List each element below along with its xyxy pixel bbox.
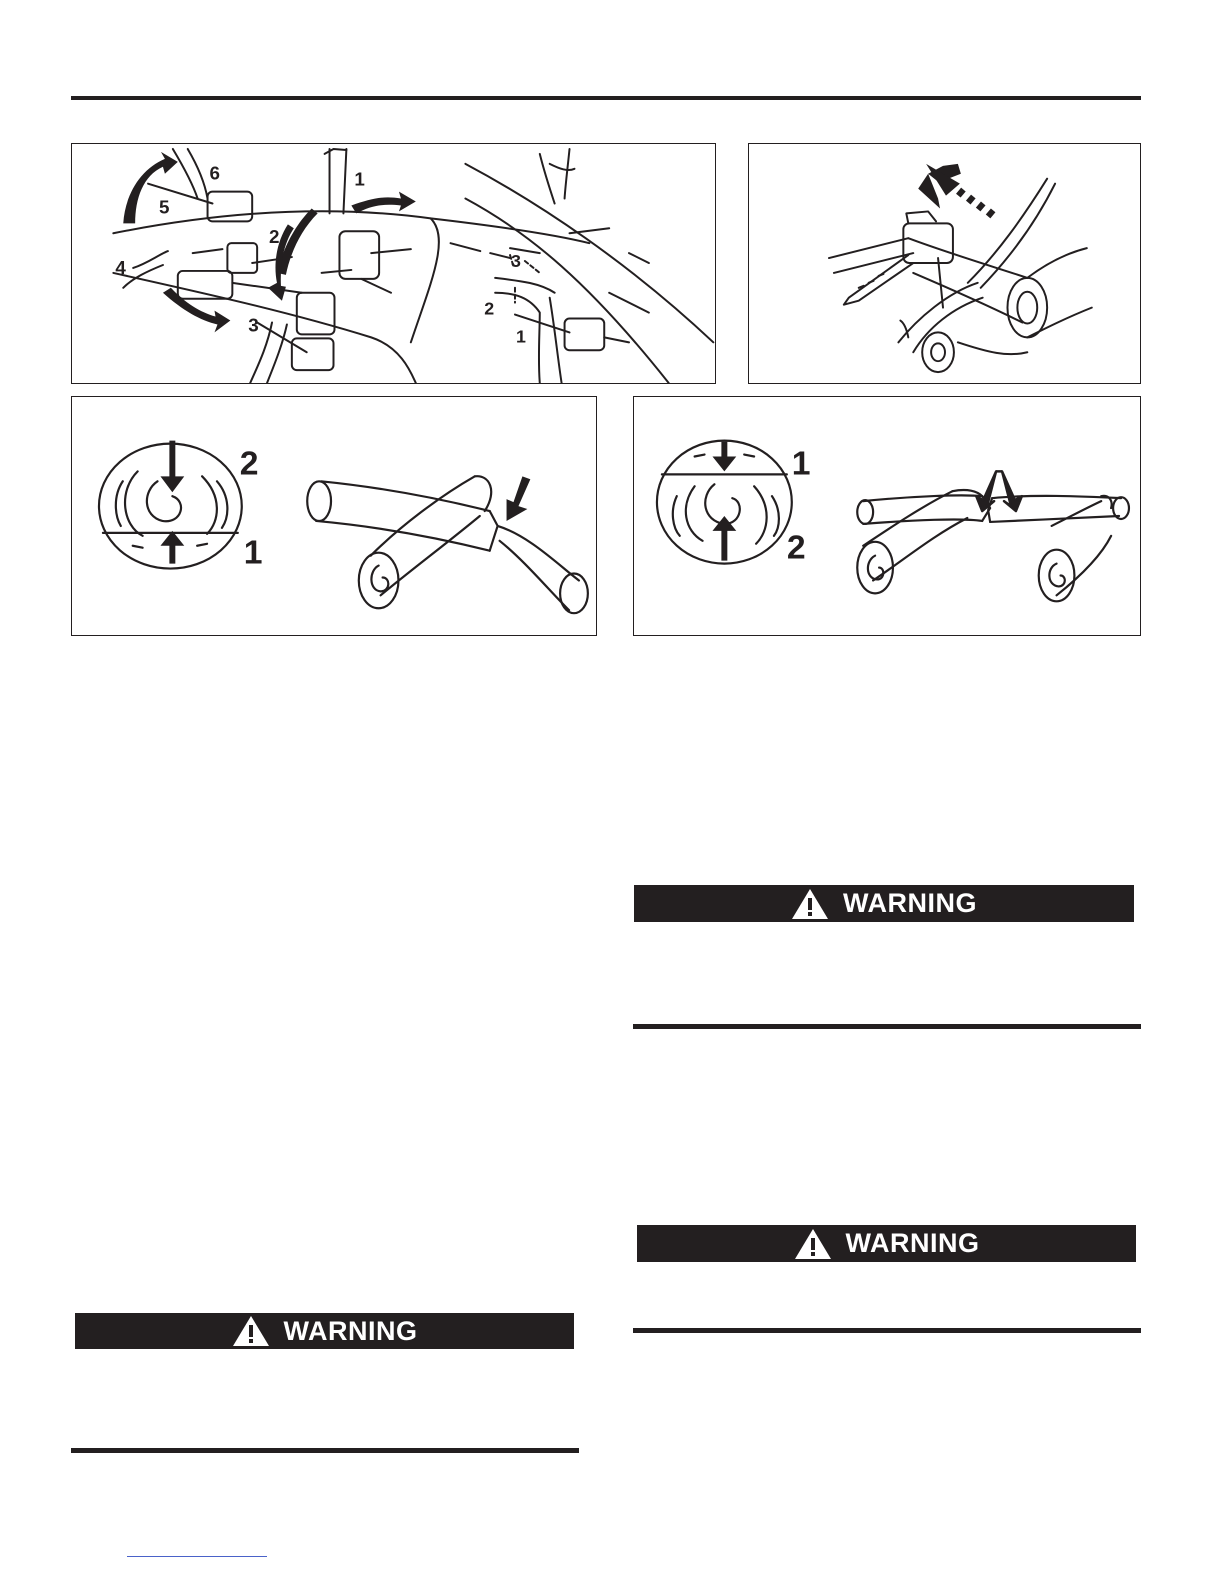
section-rule-left [71, 1448, 579, 1453]
bucking-illustration [749, 144, 1140, 383]
limbing-label-5: 5 [158, 196, 170, 218]
limbing-label-1: 1 [354, 168, 365, 190]
warning-label: WARNING [843, 888, 977, 918]
figure-limbing [71, 143, 716, 384]
header-rule [71, 96, 1141, 100]
warning-triangle-icon [232, 1315, 270, 1347]
warning-banner-left [75, 1313, 574, 1349]
limbing-label-3: 3 [248, 314, 259, 336]
section-rule-right-top [633, 1024, 1141, 1029]
branch-label-2: 2 [484, 298, 495, 319]
log-a-label-1: 1 [243, 533, 263, 572]
warning-label: WARNING [283, 1315, 418, 1346]
section-rule-right-bottom [633, 1328, 1141, 1333]
figure-log-supported-one-end [71, 396, 597, 636]
limbing-label-2: 2 [269, 226, 280, 248]
log-b-label-2: 2 [786, 528, 806, 567]
figure-log-supported-both-ends [633, 396, 1141, 636]
footer-link-underline[interactable] [127, 1556, 267, 1557]
warning-triangle-icon [791, 888, 829, 920]
log-cut-illustration-a [72, 397, 596, 635]
warning-triangle-icon [794, 1228, 832, 1260]
warning-banner-right-bottom [637, 1225, 1136, 1262]
figure-bucking-on-log [748, 143, 1141, 384]
branch-label-1: 1 [515, 326, 526, 347]
warning-banner-right-top [634, 885, 1134, 922]
warning-label: WARNING [845, 1228, 980, 1258]
log-a-label-2: 2 [239, 444, 259, 483]
branch-label-3: 3 [511, 250, 521, 271]
log-b-label-1: 1 [791, 444, 811, 483]
log-cut-illustration-b [634, 397, 1140, 635]
limbing-illustration [72, 144, 715, 383]
limbing-label-4: 4 [115, 256, 126, 278]
limbing-label-6: 6 [209, 162, 221, 184]
